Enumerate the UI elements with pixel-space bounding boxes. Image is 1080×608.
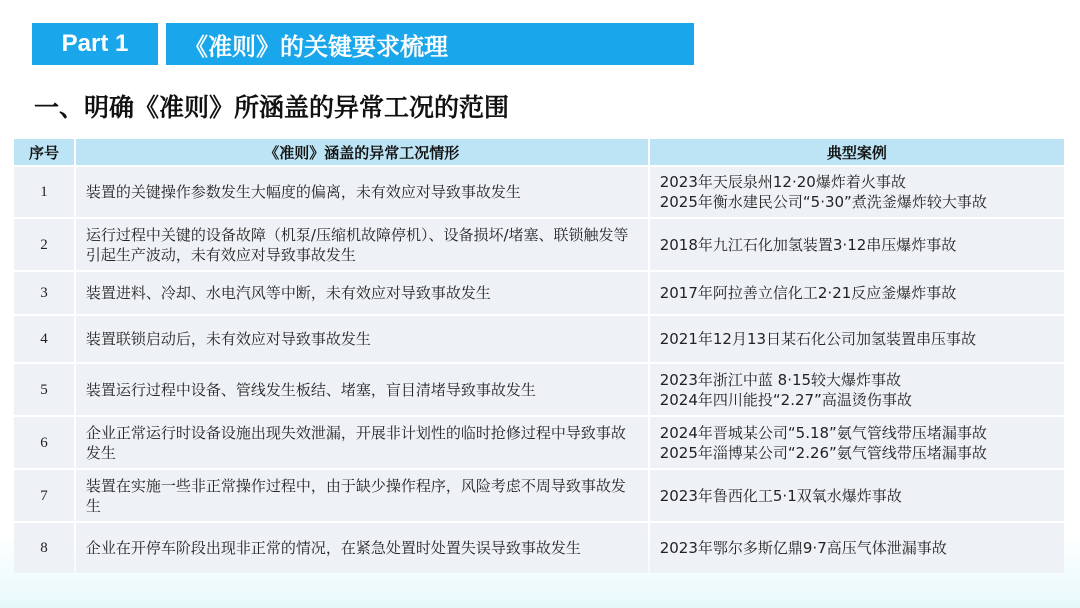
section-heading: 一、明确《准则》所涵盖的异常工况的范围 (34, 93, 510, 122)
row-number: 1 (14, 167, 74, 217)
column-header-situation: 《准则》涵盖的异常工况情形 (76, 139, 648, 165)
row-cases (650, 219, 1064, 270)
row-description: 装置进料、冷却、水电汽风等中断，未有效应对导致事故发生 (76, 272, 648, 314)
row-description: 运行过程中关键的设备故障（机泵/压缩机故障停机）、设备损坏/堵塞、联锁触发等引起生产波动，未有效应对导致事故发生 (76, 219, 648, 270)
table-row (14, 272, 1064, 314)
case-item: 2025年衡水建民公司“5·30”煮洗釜爆炸较大事故 (659, 193, 987, 211)
row-number: 7 (14, 470, 74, 521)
row-description: 装置在实施一些非正常操作过程中，由于缺少操作程序，风险考虑不周导致事故发生 (76, 470, 648, 521)
table-row (14, 523, 1064, 573)
row-description: 装置运行过程中设备、管线发生板结、堵塞，盲目清堵导致事故发生 (76, 364, 648, 415)
header-bar (0, 0, 1080, 80)
case-item: 2025年淄博某公司“2.26”氨气管线带压堵漏事故 (659, 443, 987, 462)
column-header-cases: 典型案例 (650, 139, 1064, 165)
row-cases (650, 417, 1064, 468)
column-header-number: 序号 (14, 139, 74, 165)
case-item: 2018年九江石化加氢装置3·12串压爆炸事故 (659, 235, 957, 254)
row-description: 装置联锁启动后，未有效应对导致事故发生 (76, 316, 648, 362)
row-cases (650, 523, 1064, 573)
case-item: 2017年阿拉善立信化工2·21反应釜爆炸事故 (659, 284, 957, 302)
row-description: 企业正常运行时设备设施出现失效泄漏，开展非计划性的临时抢修过程中导致事故发生 (76, 417, 648, 468)
case-item: 2023年鄂尔多斯亿鼎9·7高压气体泄漏事故 (659, 539, 947, 557)
row-number: 6 (14, 417, 74, 468)
row-number: 8 (14, 523, 74, 573)
case-item: 2023年天辰泉州12·20爆炸着火事故 (659, 173, 906, 191)
part-label: Part 1 (32, 23, 158, 65)
case-item: 2023年浙江中蓝 8·15较大爆炸事故 (659, 370, 902, 389)
table-row (14, 167, 1064, 217)
table-row (14, 417, 1064, 468)
part-title: 《准则》的关键要求梳理 (166, 23, 694, 65)
case-item: 2024年晋城某公司“5.18”氨气管线带压堵漏事故 (659, 423, 987, 442)
row-cases (650, 364, 1064, 415)
cases-table (12, 137, 1066, 575)
case-item: 2021年12月13日某石化公司加氢装置串压事故 (659, 330, 977, 348)
table-row (14, 316, 1064, 362)
table-header-row (14, 139, 1064, 165)
row-cases (650, 272, 1064, 314)
row-number: 4 (14, 316, 74, 362)
row-description: 装置的关键操作参数发生大幅度的偏离，未有效应对导致事故发生 (76, 167, 648, 217)
case-item: 2024年四川能投“2.27”高温烫伤事故 (659, 390, 912, 409)
row-cases (650, 470, 1064, 521)
row-number: 3 (14, 272, 74, 314)
table-row (14, 470, 1064, 521)
row-cases (650, 167, 1064, 217)
row-number: 2 (14, 219, 74, 270)
row-description: 企业在开停车阶段出现非正常的情况，在紧急处置时处置失误导致事故发生 (76, 523, 648, 573)
table-row (14, 364, 1064, 415)
row-number: 5 (14, 364, 74, 415)
row-cases (650, 316, 1064, 362)
table-row (14, 219, 1064, 270)
case-item: 2023年鲁西化工5·1双氧水爆炸事故 (659, 486, 902, 505)
